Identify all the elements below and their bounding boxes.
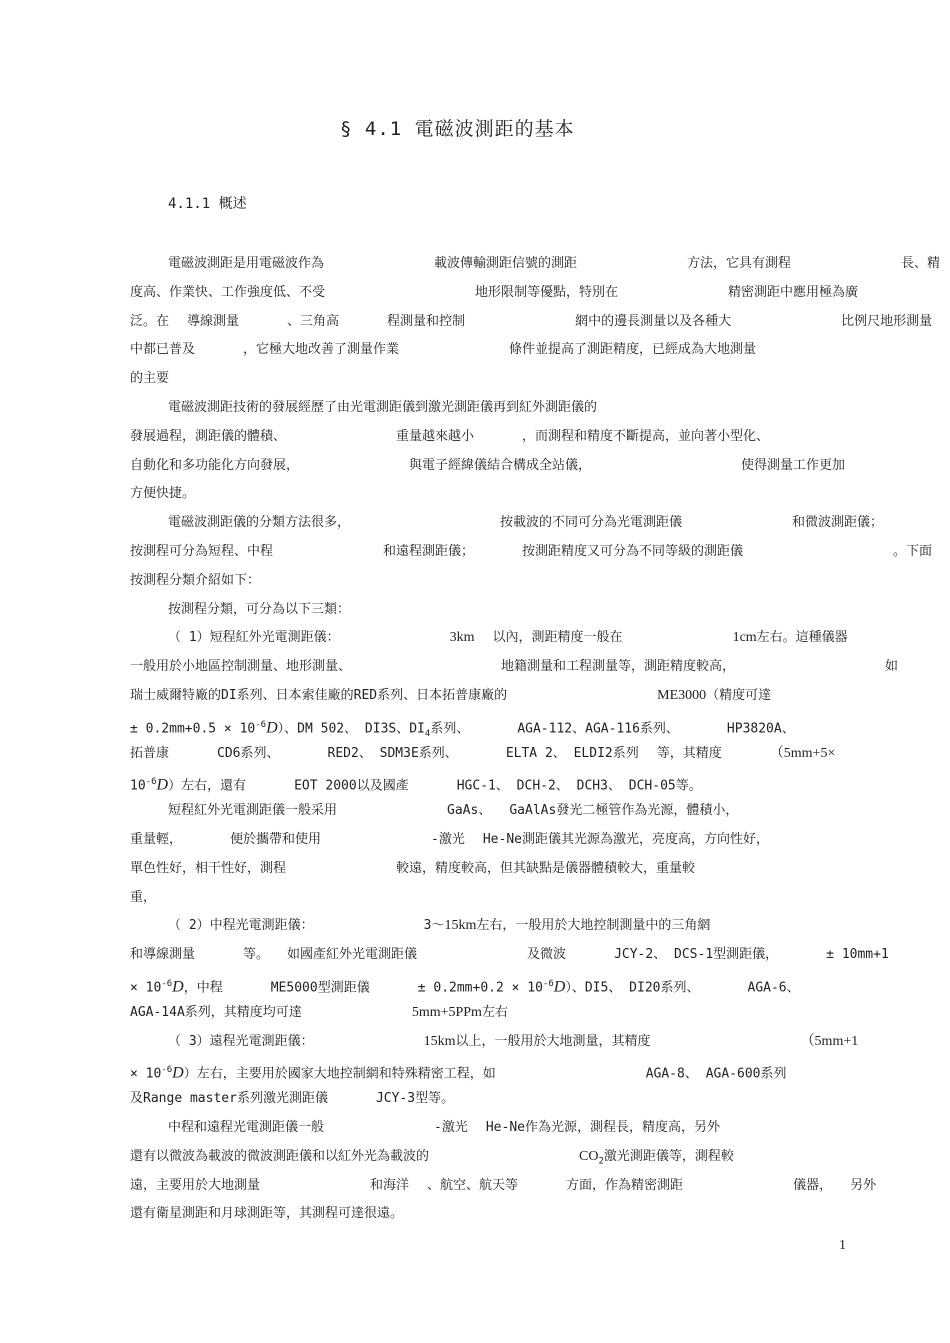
text-segment: 中程和遠程光電測距儀一般 bbox=[168, 1119, 325, 1135]
text-segment: 按測程分類，可分為以下三類： bbox=[168, 601, 351, 617]
text-segment: 拓普康 bbox=[130, 745, 170, 761]
text-segment: 和海洋 bbox=[370, 1177, 410, 1193]
text-segment: JCY-2、 DCS-1 bbox=[614, 947, 714, 963]
text-segment: 的主要 bbox=[130, 371, 170, 387]
text-segment: -激光 bbox=[431, 831, 465, 847]
text-segment: 10 bbox=[130, 778, 146, 794]
text-segment: ，而測程和精度不斷提高，並向著小型化、 bbox=[522, 428, 770, 444]
text-line bbox=[130, 1028, 859, 1057]
text-line bbox=[130, 797, 830, 826]
text-line bbox=[130, 711, 830, 740]
text-segment: （精度可達 bbox=[706, 687, 772, 703]
text-segment: -激光 bbox=[434, 1119, 468, 1135]
text-segment: 重量越來越小 bbox=[396, 428, 475, 444]
text-segment: （5mm+1 bbox=[800, 1033, 859, 1049]
text-segment: 和遠程測距儀； bbox=[383, 543, 475, 559]
text-segment: He-Ne bbox=[485, 1119, 525, 1135]
text-line bbox=[130, 768, 830, 797]
text-segment: × 10 bbox=[130, 980, 162, 996]
text-segment: AGA-112、AGA-116 bbox=[517, 721, 640, 737]
text-line bbox=[130, 423, 830, 452]
text-line bbox=[130, 624, 848, 653]
text-segment: × 10 bbox=[130, 1066, 162, 1082]
text-line bbox=[130, 970, 830, 999]
text-segment: 系列、 bbox=[430, 721, 470, 737]
subscript: 4 bbox=[424, 728, 431, 739]
text-segment: AGA-6、 bbox=[747, 980, 800, 996]
text-segment: ）左右，主要用於國家大地控制網和特殊精密工程，如 bbox=[183, 1066, 496, 1082]
text-line bbox=[130, 826, 830, 855]
math-symbol: D bbox=[266, 719, 278, 737]
text-line bbox=[130, 279, 859, 308]
text-segment: ELTA 2、 ELDI2 bbox=[505, 745, 613, 761]
text-segment: HP3820A、 bbox=[726, 721, 795, 737]
text-segment: 5mm+5PPm bbox=[411, 1004, 482, 1020]
text-segment: （ 2）中程光電測距儀： bbox=[168, 918, 314, 934]
text-segment: GaAs bbox=[447, 803, 479, 819]
text-segment: 導線測量 bbox=[187, 313, 240, 329]
text-segment: 及微波 bbox=[527, 947, 567, 963]
text-segment: （ 3）遠程光電測距儀： bbox=[168, 1033, 314, 1049]
text-segment: He-Ne bbox=[482, 831, 522, 847]
text-segment: 激光測距儀等，測程較 bbox=[603, 1148, 734, 1164]
text-segment: 以上，一般用於大地測量，其精度 bbox=[455, 1033, 651, 1049]
text-segment: 系列、 bbox=[660, 980, 700, 996]
text-segment: ± 0.2mm+0.5 × 10 bbox=[130, 721, 256, 737]
text-segment: 如國產紅外光電測距儀 bbox=[287, 947, 418, 963]
text-segment: 方面，作為精密測距 bbox=[566, 1177, 684, 1193]
text-line bbox=[130, 509, 884, 538]
math-symbol: D bbox=[553, 978, 566, 996]
text-segment: 以內，測距精度一般在 bbox=[492, 630, 623, 646]
text-segment: 系列 bbox=[760, 1066, 787, 1082]
superscript: -6 bbox=[161, 978, 173, 989]
text-segment: 和導線測量 bbox=[130, 947, 196, 963]
text-segment: 方便快捷。 bbox=[130, 486, 196, 502]
text-segment: ME3000 bbox=[657, 687, 707, 703]
text-segment: ，它極大地改善了測量作業 bbox=[243, 342, 400, 358]
text-line bbox=[130, 999, 830, 1028]
text-segment: 長、精 bbox=[901, 256, 941, 271]
text-segment: AGA-8、 AGA-600 bbox=[645, 1066, 761, 1082]
text-segment: 程測量和控制 bbox=[387, 313, 466, 329]
subscript: 2 bbox=[598, 1156, 604, 1167]
text-segment: 精密測距中應用極為廣 bbox=[728, 284, 859, 300]
text-segment: 單色性好，相干性好，測程 bbox=[130, 860, 287, 876]
text-segment: 短程紅外光電測距儀一般采用 bbox=[168, 803, 338, 819]
text-segment: ，中程 bbox=[183, 980, 223, 996]
section-title: § 4.1 電磁波測距的基本 bbox=[340, 118, 575, 140]
text-line bbox=[130, 941, 889, 970]
text-segment: 左右。這種儀器 bbox=[756, 630, 848, 646]
text-line bbox=[130, 365, 830, 394]
text-segment: 較遠，精度較高，但其缺點是儀器體積較大，重量較 bbox=[396, 860, 696, 876]
text-segment: 系列、 bbox=[639, 721, 679, 737]
text-segment: 發光二極管作為光源，體積小， bbox=[556, 803, 739, 819]
text-segment: ）左右，還有 bbox=[168, 778, 247, 794]
text-segment: 、 bbox=[478, 803, 492, 819]
math-symbol: D bbox=[172, 978, 184, 996]
text-segment: GaAlAs bbox=[509, 803, 557, 819]
text-segment: 儀器， bbox=[793, 1177, 833, 1193]
text-segment: ）、DM 502、 DI3S、DI bbox=[277, 721, 425, 737]
superscript: -6 bbox=[161, 1065, 173, 1076]
text-segment: 15km bbox=[444, 918, 477, 934]
text-line bbox=[130, 250, 941, 279]
text-segment: 還有衛星測距和月球測距等，其測程可達很遠。 bbox=[130, 1206, 404, 1222]
text-segment: 等。 bbox=[243, 947, 270, 963]
superscript: -6 bbox=[542, 978, 554, 989]
text-segment: 左右，一般用於大地控制測量中的三角網 bbox=[476, 918, 711, 934]
text-segment: 左右 bbox=[481, 1004, 508, 1020]
text-segment: 型測距儀， bbox=[713, 947, 779, 963]
text-segment: （ 1）短程紅外光電測距儀： bbox=[168, 630, 340, 646]
text-segment: 1cm bbox=[732, 630, 757, 646]
text-segment: 發展過程，測距儀的體積、 bbox=[130, 428, 287, 444]
text-segment: 按測距精度又可分為不同等級的測距儀 bbox=[522, 543, 744, 559]
text-segment: 系列、 bbox=[240, 745, 280, 761]
text-segment: 瑞士威爾特廠的DI系列、日本索佳廠的RED系列、日本拓普康廠的 bbox=[130, 687, 508, 703]
text-segment: 、航空、航天等 bbox=[427, 1177, 519, 1193]
text-segment: 便於攜帶和使用 bbox=[230, 831, 322, 847]
text-segment: 方法，它具有測程 bbox=[687, 256, 792, 271]
text-segment: 系列激光測距儀 bbox=[236, 1091, 328, 1107]
text-segment: 中都已普及 bbox=[130, 342, 196, 358]
text-segment: 。下面 bbox=[893, 543, 933, 559]
text-line bbox=[130, 1114, 830, 1143]
body-text bbox=[130, 250, 941, 1229]
text-segment: ME5000 bbox=[270, 980, 318, 996]
text-segment: 型等。 bbox=[415, 1091, 455, 1107]
text-segment: 遠，主要用於大地測量 bbox=[130, 1177, 261, 1193]
text-segment: 系列，其精度均可達 bbox=[184, 1004, 302, 1020]
text-segment: 等。 bbox=[675, 778, 702, 794]
text-segment: 測距儀其光源為激光，亮度高，方向性好， bbox=[522, 831, 770, 847]
text-segment: Range master bbox=[143, 1091, 237, 1107]
text-segment: （5mm+5× bbox=[769, 745, 836, 761]
text-segment: RED2、 SDM3E bbox=[327, 745, 419, 761]
text-segment: 度高、作業快、工作強度低、不受 bbox=[130, 284, 326, 300]
text-segment: 電磁波測距是用電磁波作為 bbox=[168, 256, 325, 271]
page-number: 1 bbox=[839, 1238, 846, 1253]
text-segment: 另外 bbox=[850, 1177, 877, 1193]
text-line bbox=[130, 596, 830, 625]
text-segment: 系列、 bbox=[418, 745, 458, 761]
text-segment: 作為光源，測程長，精度高，另外 bbox=[524, 1119, 720, 1135]
text-line bbox=[130, 855, 830, 884]
text-segment: JCY-3 bbox=[375, 1091, 416, 1107]
text-segment: 和微波測距儀； bbox=[792, 515, 884, 531]
text-segment: 按測程可分為短程、中程 bbox=[130, 543, 274, 559]
text-segment: 與電子經緯儀結合構成全站儀， bbox=[409, 457, 592, 473]
math-symbol: D bbox=[172, 1064, 184, 1082]
superscript: -6 bbox=[145, 777, 157, 788]
text-segment: ）、DI5、 DI20 bbox=[565, 980, 661, 996]
text-segment: 自動化和多功能化方向發展， bbox=[130, 457, 300, 473]
text-line bbox=[130, 394, 830, 423]
text-line bbox=[130, 1143, 830, 1172]
text-segment: 網中的邊長測量以及各種大 bbox=[575, 313, 732, 329]
text-segment: CO bbox=[579, 1148, 599, 1164]
text-segment: 以及國產 bbox=[356, 778, 409, 794]
text-segment: 等，其精度 bbox=[656, 745, 722, 761]
text-line bbox=[130, 452, 846, 481]
text-line bbox=[130, 740, 836, 769]
text-segment: ± 0.2mm+0.2 × 10 bbox=[417, 980, 543, 996]
text-segment: 如 bbox=[885, 659, 899, 675]
text-segment: 重量輕， bbox=[130, 831, 183, 847]
text-segment: AGA-14A bbox=[130, 1004, 185, 1020]
text-line bbox=[130, 682, 830, 711]
text-line bbox=[130, 1056, 830, 1085]
text-segment: EOT 2000 bbox=[294, 778, 357, 794]
text-segment: 地籍測量和工程測量等，測距精度較高， bbox=[501, 659, 736, 675]
subsection-heading: 4.1.1 概述 bbox=[168, 196, 247, 212]
text-line bbox=[130, 1172, 877, 1201]
text-segment: 及 bbox=[130, 1091, 144, 1107]
text-segment: 、三角高 bbox=[287, 313, 340, 329]
text-segment: 3～ bbox=[423, 918, 445, 934]
text-line bbox=[130, 653, 899, 682]
text-segment: 15km bbox=[423, 1033, 456, 1049]
superscript: -6 bbox=[255, 719, 267, 730]
text-line bbox=[130, 538, 933, 567]
math-symbol: D bbox=[156, 776, 169, 794]
text-segment: 比例尺地形測量 bbox=[841, 313, 933, 329]
text-segment: 載波傳輸測距信號的測距 bbox=[434, 256, 578, 271]
text-line bbox=[130, 567, 830, 596]
text-segment: CD6 bbox=[217, 745, 241, 761]
text-segment: 電磁波測距技術的發展經歷了由光電測距儀到激光測距儀再到紅外測距儀的 bbox=[168, 399, 598, 415]
text-line bbox=[130, 480, 830, 509]
text-segment: ± 10mm+1 bbox=[826, 947, 889, 963]
text-segment: 一般用於小地區控制測量、地形測量、 bbox=[130, 659, 352, 675]
text-line bbox=[130, 336, 830, 365]
text-segment: HGC-1、 DCH-2、 DCH3、 DCH-05 bbox=[456, 778, 676, 794]
text-segment: 條件並提高了測距精度，已經成為大地測量 bbox=[509, 342, 757, 358]
text-line bbox=[130, 1200, 830, 1229]
text-segment: 使得測量工作更加 bbox=[741, 457, 846, 473]
text-line bbox=[130, 884, 830, 913]
text-segment: 重， bbox=[130, 889, 157, 905]
text-segment: 系列 bbox=[612, 745, 639, 761]
text-segment: 還有以微波為載波的微波測距儀和以紅外光為載波的 bbox=[130, 1148, 430, 1164]
text-segment: 按測程分類介紹如下： bbox=[130, 572, 261, 588]
text-segment: 地形限制等優點，特別在 bbox=[475, 284, 619, 300]
text-segment: 型測距儀 bbox=[317, 980, 370, 996]
text-line bbox=[130, 308, 933, 337]
text-segment: 電磁波測距儀的分類方法很多， bbox=[168, 515, 351, 531]
text-segment: 泛。在 bbox=[130, 313, 170, 329]
text-line bbox=[130, 912, 830, 941]
text-segment: 3km bbox=[449, 630, 475, 646]
text-segment: 按載波的不同可分為光電測距儀 bbox=[500, 515, 683, 531]
text-line bbox=[130, 1085, 830, 1114]
